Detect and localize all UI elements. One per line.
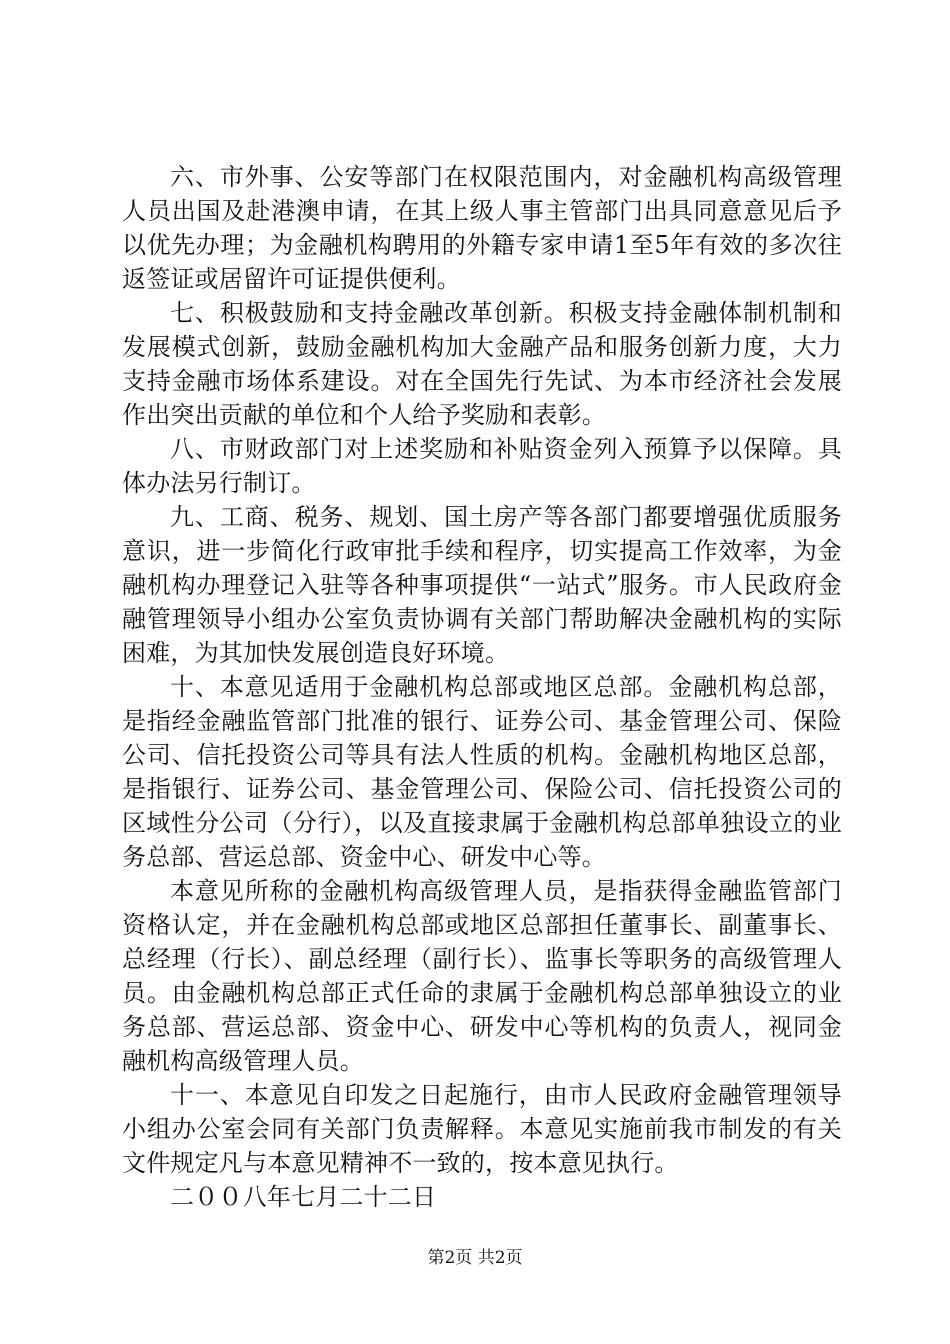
paragraph-definition: 本意见所称的金融机构高级管理人员，是指获得金融监管部门资格认定，并在金融机构总部或地区总部担任董事长、副董事长、总经理（行长）、副总经理（副行长）、监事长等职务的高级管理人员。由金融机构总部正式任命的隶属于金融机构总部单独设立的业务总部、营运总部、资金中心、研发中心等机构的负责人，视同金融机构高级管理人员。 xyxy=(122,877,842,1075)
document-date: 二００八年七月二十二日 xyxy=(170,1183,437,1211)
paragraph-nine: 九、工商、税务、规划、国土房产等各部门都要增强优质服务意识，进一步简化行政审批手续和程序，切实提高工作效率，为金融机构办理登记入驻等各种事项提供“一站式”服务。市人民政府金融管理领导小组办公室负责协调有关部门帮助解决金融机构的实际困难，为其加快发展创造良好环境。 xyxy=(122,503,842,667)
paragraph-eleven: 十一、本意见自印发之日起施行，由市人民政府金融管理领导小组办公室会同有关部门负责解释。本意见实施前我市制发的有关文件规定凡与本意见精神不一致的，按本意见执行。 xyxy=(122,1081,842,1177)
document-body xyxy=(122,160,842,1214)
paragraph-eight: 八、市财政部门对上述奖励和补贴资金列入预算予以保障。具体办法另行制订。 xyxy=(122,435,842,497)
paragraph-seven: 七、积极鼓励和支持金融改革创新。积极支持金融体制机制和发展模式创新，鼓励金融机构加大金融产品和服务创新力度，大力支持金融市场体系建设。对在全国先行先试、为本市经济社会发展作出突出贡献的单位和个人给予奖励和表彰。 xyxy=(122,299,842,429)
page-footer: 第2页 共2页 xyxy=(427,1248,523,1268)
paragraph-six: 六、市外事、公安等部门在权限范围内，对金融机构高级管理人员出国及赴港澳申请，在其上级人事主管部门出具同意意见后予以优先办理；为金融机构聘用的外籍专家申请1至5年有效的多次往返签证或居留许可证提供便利。 xyxy=(122,163,842,293)
paragraph-ten: 十、本意见适用于金融机构总部或地区总部。金融机构总部，是指经金融监管部门批准的银行、证券公司、基金管理公司、保险公司、信托投资公司等具有法人性质的机构。金融机构地区总部，是指银行、证券公司、基金管理公司、保险公司、信托投资公司的区域性分公司（分行），以及直接隶属于金融机构总部单独设立的业务总部、营运总部、资金中心、研发中心等。 xyxy=(122,673,842,871)
